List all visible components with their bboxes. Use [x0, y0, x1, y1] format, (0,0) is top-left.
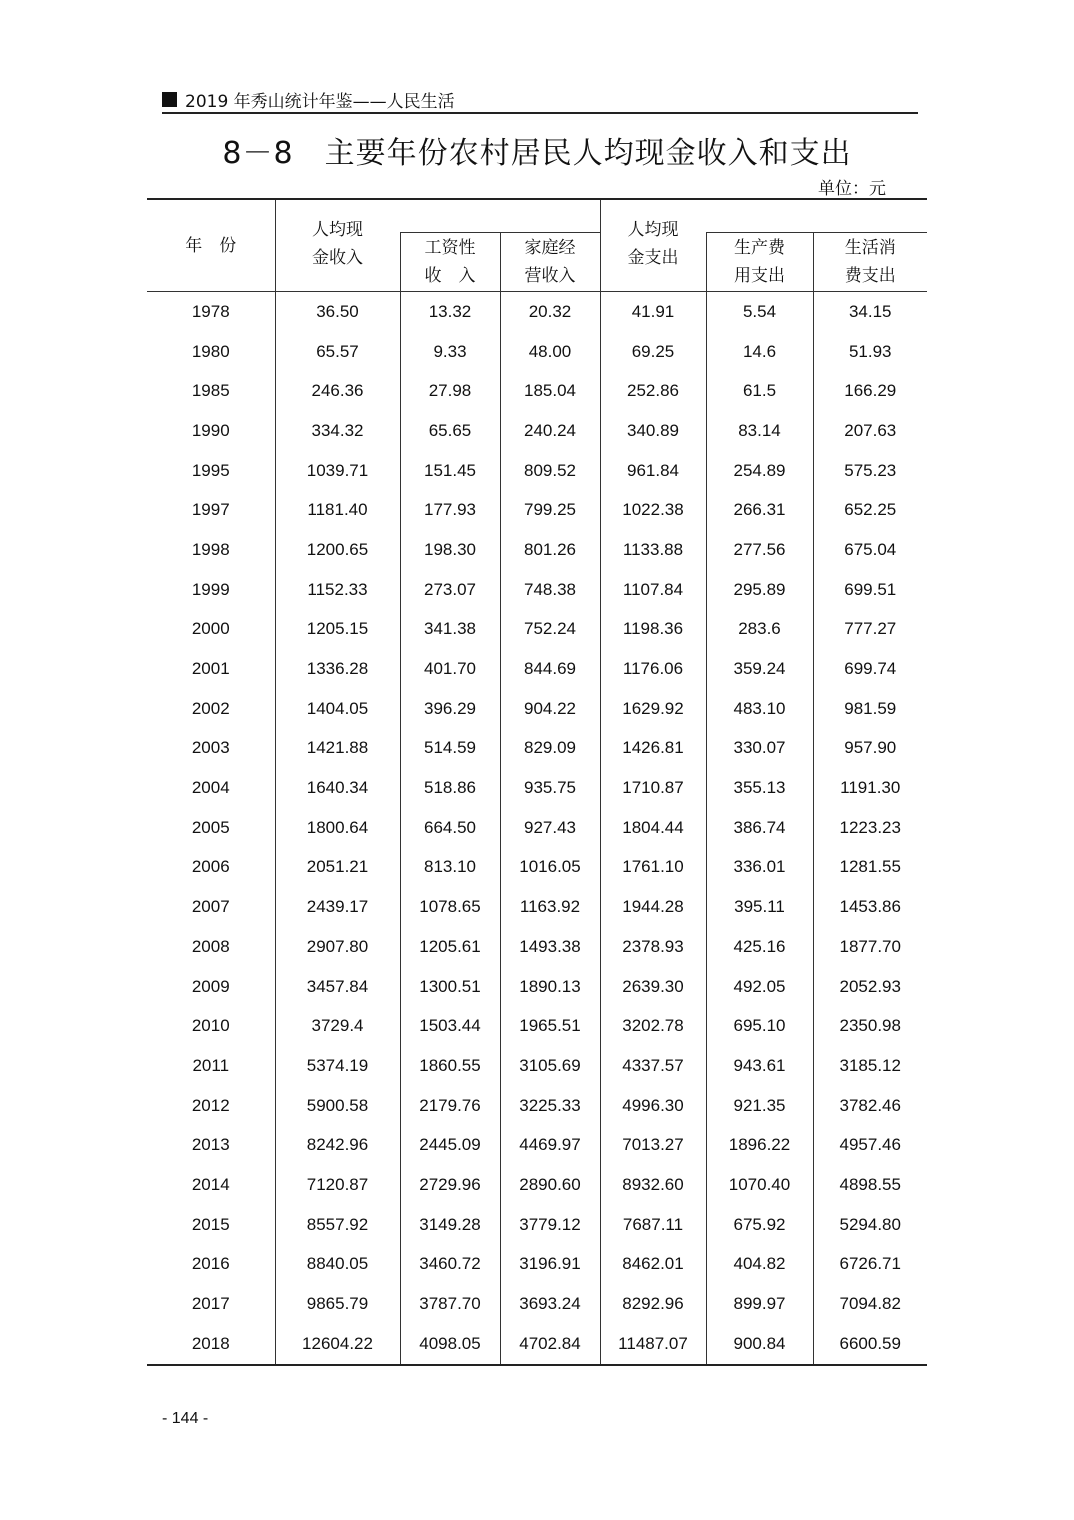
expense-cell: 41.91 [600, 292, 706, 332]
production-cell: 425.16 [706, 927, 813, 967]
year-cell: 1978 [191, 301, 230, 321]
year-cell: 2004 [191, 778, 230, 798]
living-cell: 1281.55 [813, 848, 927, 888]
living-cell: 4898.55 [813, 1165, 927, 1205]
living-cell: 1223.23 [813, 808, 927, 848]
wage-cell: 151.45 [400, 451, 500, 491]
table-row [147, 292, 927, 332]
table-row [147, 1006, 927, 1046]
wage-cell: 177.93 [400, 490, 500, 530]
production-cell: 266.31 [706, 490, 813, 530]
production-cell: 900.84 [706, 1324, 813, 1365]
family-cell: 3196.91 [500, 1245, 600, 1285]
production-cell: 336.01 [706, 848, 813, 888]
family-cell: 809.52 [500, 451, 600, 491]
living-cell: 1191.30 [813, 768, 927, 808]
income-cell: 1404.05 [275, 689, 400, 729]
family-cell: 4702.84 [500, 1324, 600, 1365]
income-cell: 3729.4 [275, 1006, 400, 1046]
expense-cell: 1629.92 [600, 689, 706, 729]
table-row [147, 530, 927, 570]
family-cell: 752.24 [500, 610, 600, 650]
production-cell: 295.89 [706, 570, 813, 610]
production-cell: 695.10 [706, 1006, 813, 1046]
expense-cell: 252.86 [600, 371, 706, 411]
header-living: 生活消 费支出 [813, 233, 927, 292]
production-cell: 943.61 [706, 1046, 813, 1086]
family-cell: 2890.60 [500, 1165, 600, 1205]
income-cell: 1152.33 [275, 570, 400, 610]
family-cell: 801.26 [500, 530, 600, 570]
family-cell: 48.00 [500, 332, 600, 372]
statistics-table [147, 198, 927, 1366]
expense-cell: 3202.78 [600, 1006, 706, 1046]
year-cell: 2005 [191, 817, 230, 837]
family-cell: 20.32 [500, 292, 600, 332]
wage-cell: 3149.28 [400, 1205, 500, 1245]
year-cell: 2002 [191, 698, 230, 718]
year-cell: 2003 [191, 738, 230, 758]
living-cell: 699.51 [813, 570, 927, 610]
expense-cell: 2639.30 [600, 967, 706, 1007]
wage-cell: 341.38 [400, 610, 500, 650]
table-row [147, 1046, 927, 1086]
income-cell: 8557.92 [275, 1205, 400, 1245]
production-cell: 355.13 [706, 768, 813, 808]
wage-cell: 1078.65 [400, 887, 500, 927]
table-row [147, 927, 927, 967]
wage-cell: 2729.96 [400, 1165, 500, 1205]
table-row [147, 1086, 927, 1126]
living-cell: 4957.46 [813, 1125, 927, 1165]
year-cell: 1997 [191, 500, 230, 520]
table-row [147, 411, 927, 451]
year-cell: 2007 [191, 897, 230, 917]
family-cell: 3779.12 [500, 1205, 600, 1245]
family-cell: 4469.97 [500, 1125, 600, 1165]
expense-cell: 1710.87 [600, 768, 706, 808]
expense-cell: 1944.28 [600, 887, 706, 927]
production-cell: 83.14 [706, 411, 813, 451]
family-cell: 185.04 [500, 371, 600, 411]
table-row [147, 1284, 927, 1324]
table-row [147, 332, 927, 372]
expense-cell: 8292.96 [600, 1284, 706, 1324]
living-cell: 699.74 [813, 649, 927, 689]
expense-cell: 4337.57 [600, 1046, 706, 1086]
expense-cell: 2378.93 [600, 927, 706, 967]
table-row [147, 649, 927, 689]
production-cell: 14.6 [706, 332, 813, 372]
income-cell: 1800.64 [275, 808, 400, 848]
table-row [147, 1245, 927, 1285]
income-cell: 1039.71 [275, 451, 400, 491]
table-row [147, 768, 927, 808]
wage-cell: 1205.61 [400, 927, 500, 967]
year-cell: 2001 [191, 659, 230, 679]
family-cell: 1493.38 [500, 927, 600, 967]
year-cell: 2017 [191, 1294, 230, 1314]
year-cell: 2011 [192, 1055, 230, 1075]
expense-cell: 1804.44 [600, 808, 706, 848]
production-cell: 921.35 [706, 1086, 813, 1126]
family-cell: 748.38 [500, 570, 600, 610]
expense-cell: 8932.60 [600, 1165, 706, 1205]
production-cell: 395.11 [706, 887, 813, 927]
year-cell: 2006 [191, 857, 230, 877]
expense-cell: 8462.01 [600, 1245, 706, 1285]
family-cell: 1890.13 [500, 967, 600, 1007]
year-cell: 2009 [191, 976, 230, 996]
family-cell: 3693.24 [500, 1284, 600, 1324]
living-cell: 981.59 [813, 689, 927, 729]
page-number: - 144 - [162, 1410, 209, 1427]
table-row [147, 371, 927, 411]
living-cell: 777.27 [813, 610, 927, 650]
family-cell: 935.75 [500, 768, 600, 808]
living-cell: 6600.59 [813, 1324, 927, 1365]
wage-cell: 3787.70 [400, 1284, 500, 1324]
income-cell: 1200.65 [275, 530, 400, 570]
table-row [147, 729, 927, 769]
family-cell: 904.22 [500, 689, 600, 729]
living-cell: 6726.71 [813, 1245, 927, 1285]
wage-cell: 3460.72 [400, 1245, 500, 1285]
wage-cell: 514.59 [400, 729, 500, 769]
production-cell: 61.5 [706, 371, 813, 411]
production-cell: 5.54 [706, 292, 813, 332]
production-cell: 330.07 [706, 729, 813, 769]
running-header [162, 86, 918, 114]
year-cell: 2000 [191, 619, 230, 639]
expense-cell: 1176.06 [600, 649, 706, 689]
expense-cell: 4996.30 [600, 1086, 706, 1126]
table-title: 8－8 主要年份农村居民人均现金收入和支出 [222, 136, 852, 171]
living-cell: 652.25 [813, 490, 927, 530]
table-row [147, 451, 927, 491]
income-cell: 1205.15 [275, 610, 400, 650]
living-cell: 7094.82 [813, 1284, 927, 1324]
header-family: 家庭经 营收入 [500, 233, 600, 292]
family-cell: 1163.92 [500, 887, 600, 927]
living-cell: 34.15 [813, 292, 927, 332]
income-cell: 246.36 [275, 371, 400, 411]
expense-cell: 1107.84 [600, 570, 706, 610]
production-cell: 1070.40 [706, 1165, 813, 1205]
year-cell: 1985 [191, 381, 230, 401]
wage-cell: 1860.55 [400, 1046, 500, 1086]
living-cell: 2052.93 [813, 967, 927, 1007]
income-cell: 8242.96 [275, 1125, 400, 1165]
expense-cell: 11487.07 [600, 1324, 706, 1365]
year-cell: 2008 [191, 936, 230, 956]
header-year: 年 份 [147, 199, 275, 292]
wage-cell: 198.30 [400, 530, 500, 570]
production-cell: 899.97 [706, 1284, 813, 1324]
year-cell: 1999 [191, 579, 230, 599]
expense-cell: 7013.27 [600, 1125, 706, 1165]
table-row [147, 1324, 927, 1365]
income-cell: 2051.21 [275, 848, 400, 888]
income-cell: 1336.28 [275, 649, 400, 689]
income-cell: 334.32 [275, 411, 400, 451]
table-row [147, 1205, 927, 1245]
header-income: 人均现 金收入 [275, 199, 400, 292]
expense-cell: 1133.88 [600, 530, 706, 570]
expense-cell: 1022.38 [600, 490, 706, 530]
family-cell: 3105.69 [500, 1046, 600, 1086]
year-cell: 1980 [191, 341, 230, 361]
family-cell: 927.43 [500, 808, 600, 848]
table-row [147, 490, 927, 530]
header-text: 2019 年秀山统计年鉴——人民生活 [185, 91, 455, 112]
income-cell: 5374.19 [275, 1046, 400, 1086]
table-row [147, 808, 927, 848]
family-cell: 1016.05 [500, 848, 600, 888]
family-cell: 799.25 [500, 490, 600, 530]
year-cell: 2016 [191, 1254, 230, 1274]
year-cell: 2018 [147, 1324, 275, 1365]
year-cell: 2014 [191, 1174, 230, 1194]
living-cell: 51.93 [813, 332, 927, 372]
table-row [147, 887, 927, 927]
family-cell: 829.09 [500, 729, 600, 769]
income-cell: 1421.88 [275, 729, 400, 769]
expense-cell: 1426.81 [600, 729, 706, 769]
income-cell: 36.50 [275, 292, 400, 332]
income-cell: 1181.40 [275, 490, 400, 530]
living-cell: 1453.86 [813, 887, 927, 927]
unit-label: 单位：元 [818, 179, 886, 199]
table-row [147, 1165, 927, 1205]
wage-cell: 813.10 [400, 848, 500, 888]
income-cell: 3457.84 [275, 967, 400, 1007]
income-cell: 2907.80 [275, 927, 400, 967]
income-cell: 8840.05 [275, 1245, 400, 1285]
production-cell: 404.82 [706, 1245, 813, 1285]
income-cell: 1640.34 [275, 768, 400, 808]
family-cell: 844.69 [500, 649, 600, 689]
living-cell: 3782.46 [813, 1086, 927, 1126]
production-cell: 386.74 [706, 808, 813, 848]
wage-cell: 2179.76 [400, 1086, 500, 1126]
wage-cell: 396.29 [400, 689, 500, 729]
wage-cell: 27.98 [400, 371, 500, 411]
income-cell: 2439.17 [275, 887, 400, 927]
living-cell: 207.63 [813, 411, 927, 451]
wage-cell: 65.65 [400, 411, 500, 451]
family-cell: 1965.51 [500, 1006, 600, 1046]
production-cell: 254.89 [706, 451, 813, 491]
living-cell: 675.04 [813, 530, 927, 570]
expense-cell: 69.25 [600, 332, 706, 372]
production-cell: 675.92 [706, 1205, 813, 1245]
expense-cell: 961.84 [600, 451, 706, 491]
year-cell: 2012 [191, 1095, 230, 1115]
header-square-icon [162, 92, 177, 107]
header-income-sub-spacer [400, 199, 600, 233]
wage-cell: 401.70 [400, 649, 500, 689]
family-cell: 3225.33 [500, 1086, 600, 1126]
year-cell: 1995 [191, 460, 230, 480]
wage-cell: 2445.09 [400, 1125, 500, 1165]
living-cell: 166.29 [813, 371, 927, 411]
production-cell: 1896.22 [706, 1125, 813, 1165]
table-row [147, 570, 927, 610]
production-cell: 359.24 [706, 649, 813, 689]
header-wage: 工资性 收 入 [400, 233, 500, 292]
table-row [147, 689, 927, 729]
production-cell: 283.6 [706, 610, 813, 650]
wage-cell: 664.50 [400, 808, 500, 848]
expense-cell: 1198.36 [600, 610, 706, 650]
living-cell: 3185.12 [813, 1046, 927, 1086]
wage-cell: 518.86 [400, 768, 500, 808]
income-cell: 12604.22 [275, 1324, 400, 1365]
family-cell: 240.24 [500, 411, 600, 451]
table-row [147, 610, 927, 650]
wage-cell: 9.33 [400, 332, 500, 372]
wage-cell: 4098.05 [400, 1324, 500, 1365]
wage-cell: 13.32 [400, 292, 500, 332]
wage-cell: 273.07 [400, 570, 500, 610]
wage-cell: 1300.51 [400, 967, 500, 1007]
table-row [147, 967, 927, 1007]
wage-cell: 1503.44 [400, 1006, 500, 1046]
table-row [147, 848, 927, 888]
living-cell: 575.23 [813, 451, 927, 491]
header-production: 生产费 用支出 [706, 233, 813, 292]
living-cell: 2350.98 [813, 1006, 927, 1046]
income-cell: 5900.58 [275, 1086, 400, 1126]
expense-cell: 1761.10 [600, 848, 706, 888]
production-cell: 277.56 [706, 530, 813, 570]
year-cell: 2010 [191, 1016, 230, 1036]
table-body [147, 292, 927, 1365]
year-cell: 1998 [191, 539, 230, 559]
header-expense-sub-spacer [706, 199, 927, 233]
header-expense: 人均现 金支出 [600, 199, 706, 292]
expense-cell: 7687.11 [600, 1205, 706, 1245]
living-cell: 1877.70 [813, 927, 927, 967]
year-cell: 1990 [191, 420, 230, 440]
table-row [147, 1125, 927, 1165]
income-cell: 65.57 [275, 332, 400, 372]
production-cell: 483.10 [706, 689, 813, 729]
year-cell: 2015 [191, 1214, 230, 1234]
income-cell: 9865.79 [275, 1284, 400, 1324]
income-cell: 7120.87 [275, 1165, 400, 1205]
living-cell: 5294.80 [813, 1205, 927, 1245]
expense-cell: 340.89 [600, 411, 706, 451]
year-cell: 2013 [191, 1135, 230, 1155]
living-cell: 957.90 [813, 729, 927, 769]
production-cell: 492.05 [706, 967, 813, 1007]
